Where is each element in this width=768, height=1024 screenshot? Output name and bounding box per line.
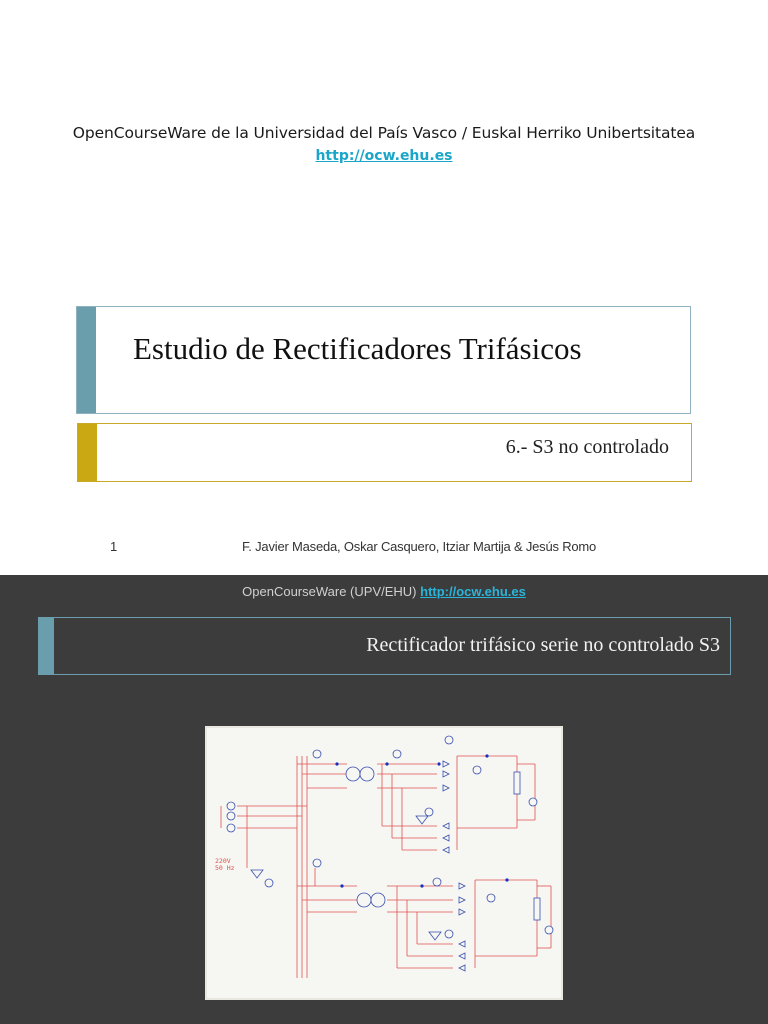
frequency-label: 50 Hz [215, 864, 235, 872]
voltage-label: 220V [215, 857, 231, 865]
slide2-title-accent-bar [39, 618, 54, 674]
page-number: 1 [110, 539, 118, 554]
subtitle-accent-bar [78, 424, 97, 481]
slide2-header-link[interactable]: http://ocw.ehu.es [420, 584, 526, 599]
circuit-schematic [207, 728, 561, 998]
slide2-title: Rectificador trifásico serie no controlado S3 [366, 634, 720, 656]
slide-2 [0, 575, 768, 1024]
title-accent-bar [77, 307, 96, 413]
presentation-subtitle: 6.- S3 no controlado [505, 436, 669, 458]
title-box [76, 306, 691, 414]
authors: F. Javier Maseda, Oskar Casquero, Itziar Martija & Jesús Romo [242, 539, 597, 554]
slide2-header [0, 584, 768, 599]
slide2-header-text: OpenCourseWare (UPV/EHU) [242, 584, 417, 599]
subtitle-box [77, 423, 692, 482]
ocw-title: OpenCourseWare de la Universidad del País Vasco / Euskal Herriko Unibertsitatea [72, 124, 696, 142]
circuit-diagram [205, 726, 563, 1000]
ocw-link[interactable]: http://ocw.ehu.es [315, 148, 453, 164]
slide2-title-box [38, 617, 731, 675]
presentation-title: Estudio de Rectificadores Trifásicos [133, 331, 582, 366]
